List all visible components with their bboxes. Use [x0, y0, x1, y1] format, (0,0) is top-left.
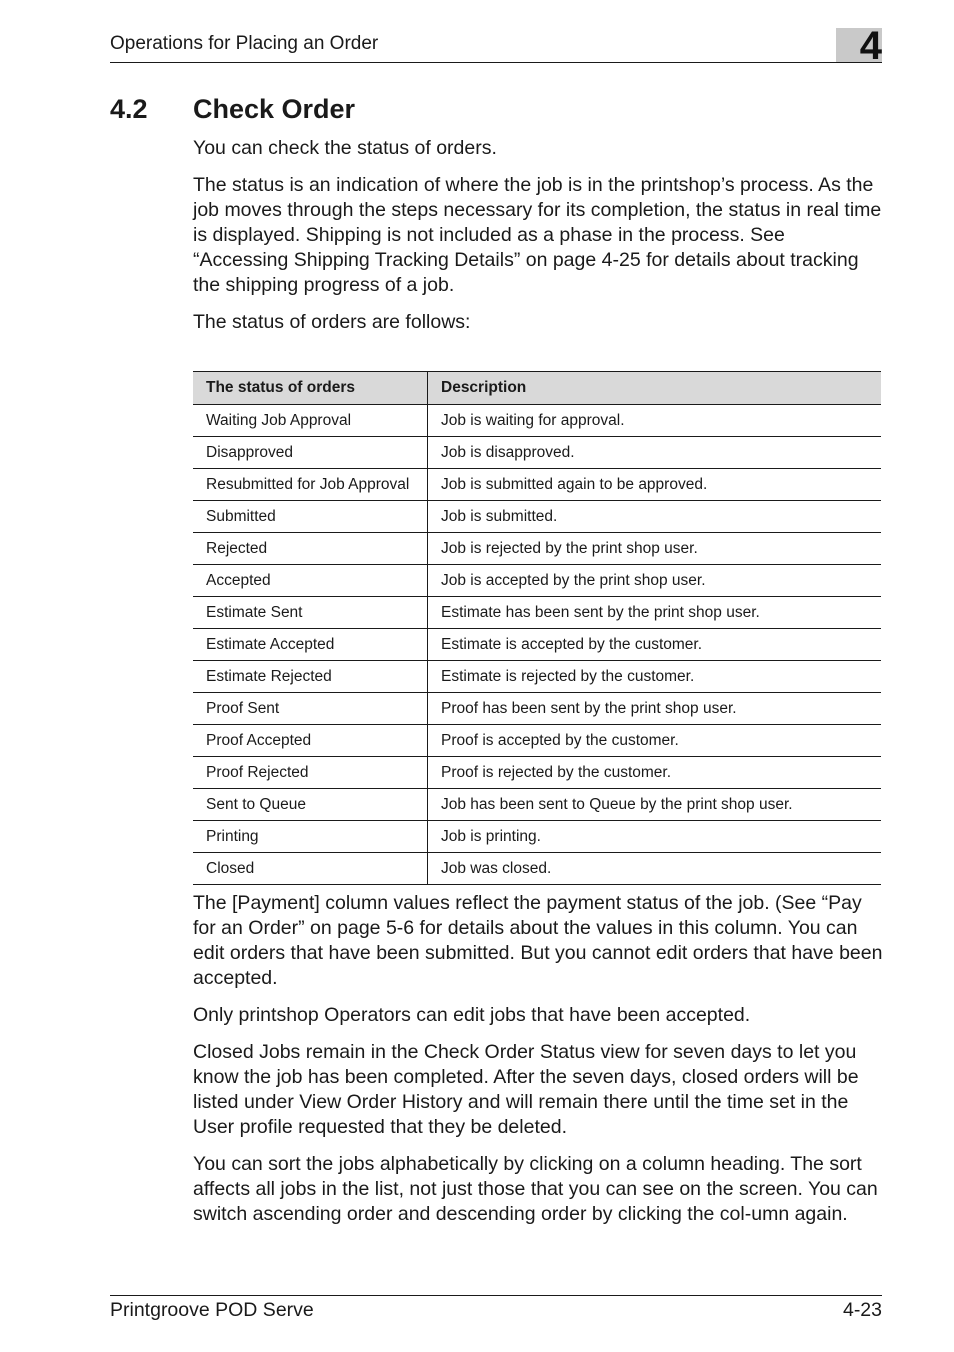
- table-row: [193, 629, 881, 661]
- status-cell: Waiting Job Approval: [193, 405, 428, 437]
- running-title: Operations for Placing an Order: [110, 33, 379, 54]
- column-header-status: The status of orders: [193, 372, 428, 405]
- description-cell: Proof is rejected by the customer.: [428, 757, 882, 789]
- intro-paragraph: You can check the status of orders.: [193, 137, 497, 159]
- status-cell: Printing: [193, 821, 428, 853]
- section-number: 4.2: [110, 94, 148, 124]
- status-cell: Sent to Queue: [193, 789, 428, 821]
- status-cell: Estimate Sent: [193, 597, 428, 629]
- product-name: Printgroove POD Serve: [110, 1299, 314, 1321]
- chapter-number: 4: [859, 24, 882, 68]
- description-cell: Estimate is rejected by the customer.: [428, 661, 882, 693]
- closed-jobs-paragraph: Closed Jobs remain in the Check Order Status view for seven days to let you know the job has been completed. After the seven days, closed orders will be listed under View Order History and will remain there until the time set in the User profile requested that they be deleted.: [193, 1041, 859, 1138]
- status-cell: Proof Accepted: [193, 725, 428, 757]
- page-number: 4-23: [842, 1299, 882, 1321]
- sort-note-paragraph: You can sort the jobs alphabetically by clicking on a column heading. The sort affects all jobs in the list, not just those that you can see on the screen. You can switch ascending order and descending order by clicking the col-umn again.: [193, 1153, 878, 1225]
- status-cell: Submitted: [193, 501, 428, 533]
- status-cell: Closed: [193, 853, 428, 885]
- table-body: [193, 405, 881, 885]
- table-row: [193, 661, 881, 693]
- status-cell: Proof Rejected: [193, 757, 428, 789]
- table-row: [193, 757, 881, 789]
- list-intro-paragraph: The status of orders are follows:: [193, 311, 471, 333]
- table-row: [193, 693, 881, 725]
- table-row: [193, 853, 881, 885]
- table-row: [193, 821, 881, 853]
- description-cell: Job has been sent to Queue by the print shop user.: [428, 789, 882, 821]
- section-title: Check Order: [193, 94, 356, 124]
- status-cell: Disapproved: [193, 437, 428, 469]
- table-row: [193, 789, 881, 821]
- status-cell: Resubmitted for Job Approval: [193, 469, 428, 501]
- description-cell: Proof has been sent by the print shop user.: [428, 693, 882, 725]
- payment-note-paragraph: The [Payment] column values reflect the payment status of the job. (See “Pay for an Order” on page 5-6 for details about the values in this column. You can edit orders that have been submitted. But you cannot edit orders that have been accepted.: [193, 892, 883, 989]
- description-cell: Job is submitted.: [428, 501, 882, 533]
- table-row: [193, 405, 881, 437]
- description-cell: Job is accepted by the print shop user.: [428, 565, 882, 597]
- page-footer: [110, 1295, 882, 1321]
- table-row: [193, 565, 881, 597]
- status-cell: Accepted: [193, 565, 428, 597]
- description-cell: Estimate has been sent by the print shop user.: [428, 597, 882, 629]
- main-content: [193, 136, 883, 1239]
- table-row: [193, 597, 881, 629]
- page-header: [110, 24, 882, 68]
- column-header-description: Description: [428, 372, 882, 405]
- description-cell: Job is waiting for approval.: [428, 405, 882, 437]
- status-explanation-paragraph: The status is an indication of where the job is in the printshop’s process. As the job moves through the steps necessary for its completion, the status in real time is displayed. Shipping is not included as a phase in the process. See “Accessing Shipping Tracking Details” on page 4-25 for details about tracking the shipping progress of a job.: [193, 174, 882, 296]
- table-header-row: [193, 372, 881, 405]
- status-cell: Proof Sent: [193, 693, 428, 725]
- table-row: [193, 437, 881, 469]
- table-row: [193, 533, 881, 565]
- description-cell: Job is rejected by the print shop user.: [428, 533, 882, 565]
- description-cell: Job is printing.: [428, 821, 882, 853]
- description-cell: Job is submitted again to be approved.: [428, 469, 882, 501]
- status-cell: Rejected: [193, 533, 428, 565]
- order-status-table: [193, 371, 881, 885]
- description-cell: Proof is accepted by the customer.: [428, 725, 882, 757]
- status-cell: Estimate Rejected: [193, 661, 428, 693]
- table-row: [193, 501, 881, 533]
- table-row: [193, 725, 881, 757]
- description-cell: Estimate is accepted by the customer.: [428, 629, 882, 661]
- operators-note-paragraph: Only printshop Operators can edit jobs that have been accepted.: [193, 1004, 751, 1026]
- description-cell: Job is disapproved.: [428, 437, 882, 469]
- description-cell: Job was closed.: [428, 853, 882, 885]
- table-row: [193, 469, 881, 501]
- status-cell: Estimate Accepted: [193, 629, 428, 661]
